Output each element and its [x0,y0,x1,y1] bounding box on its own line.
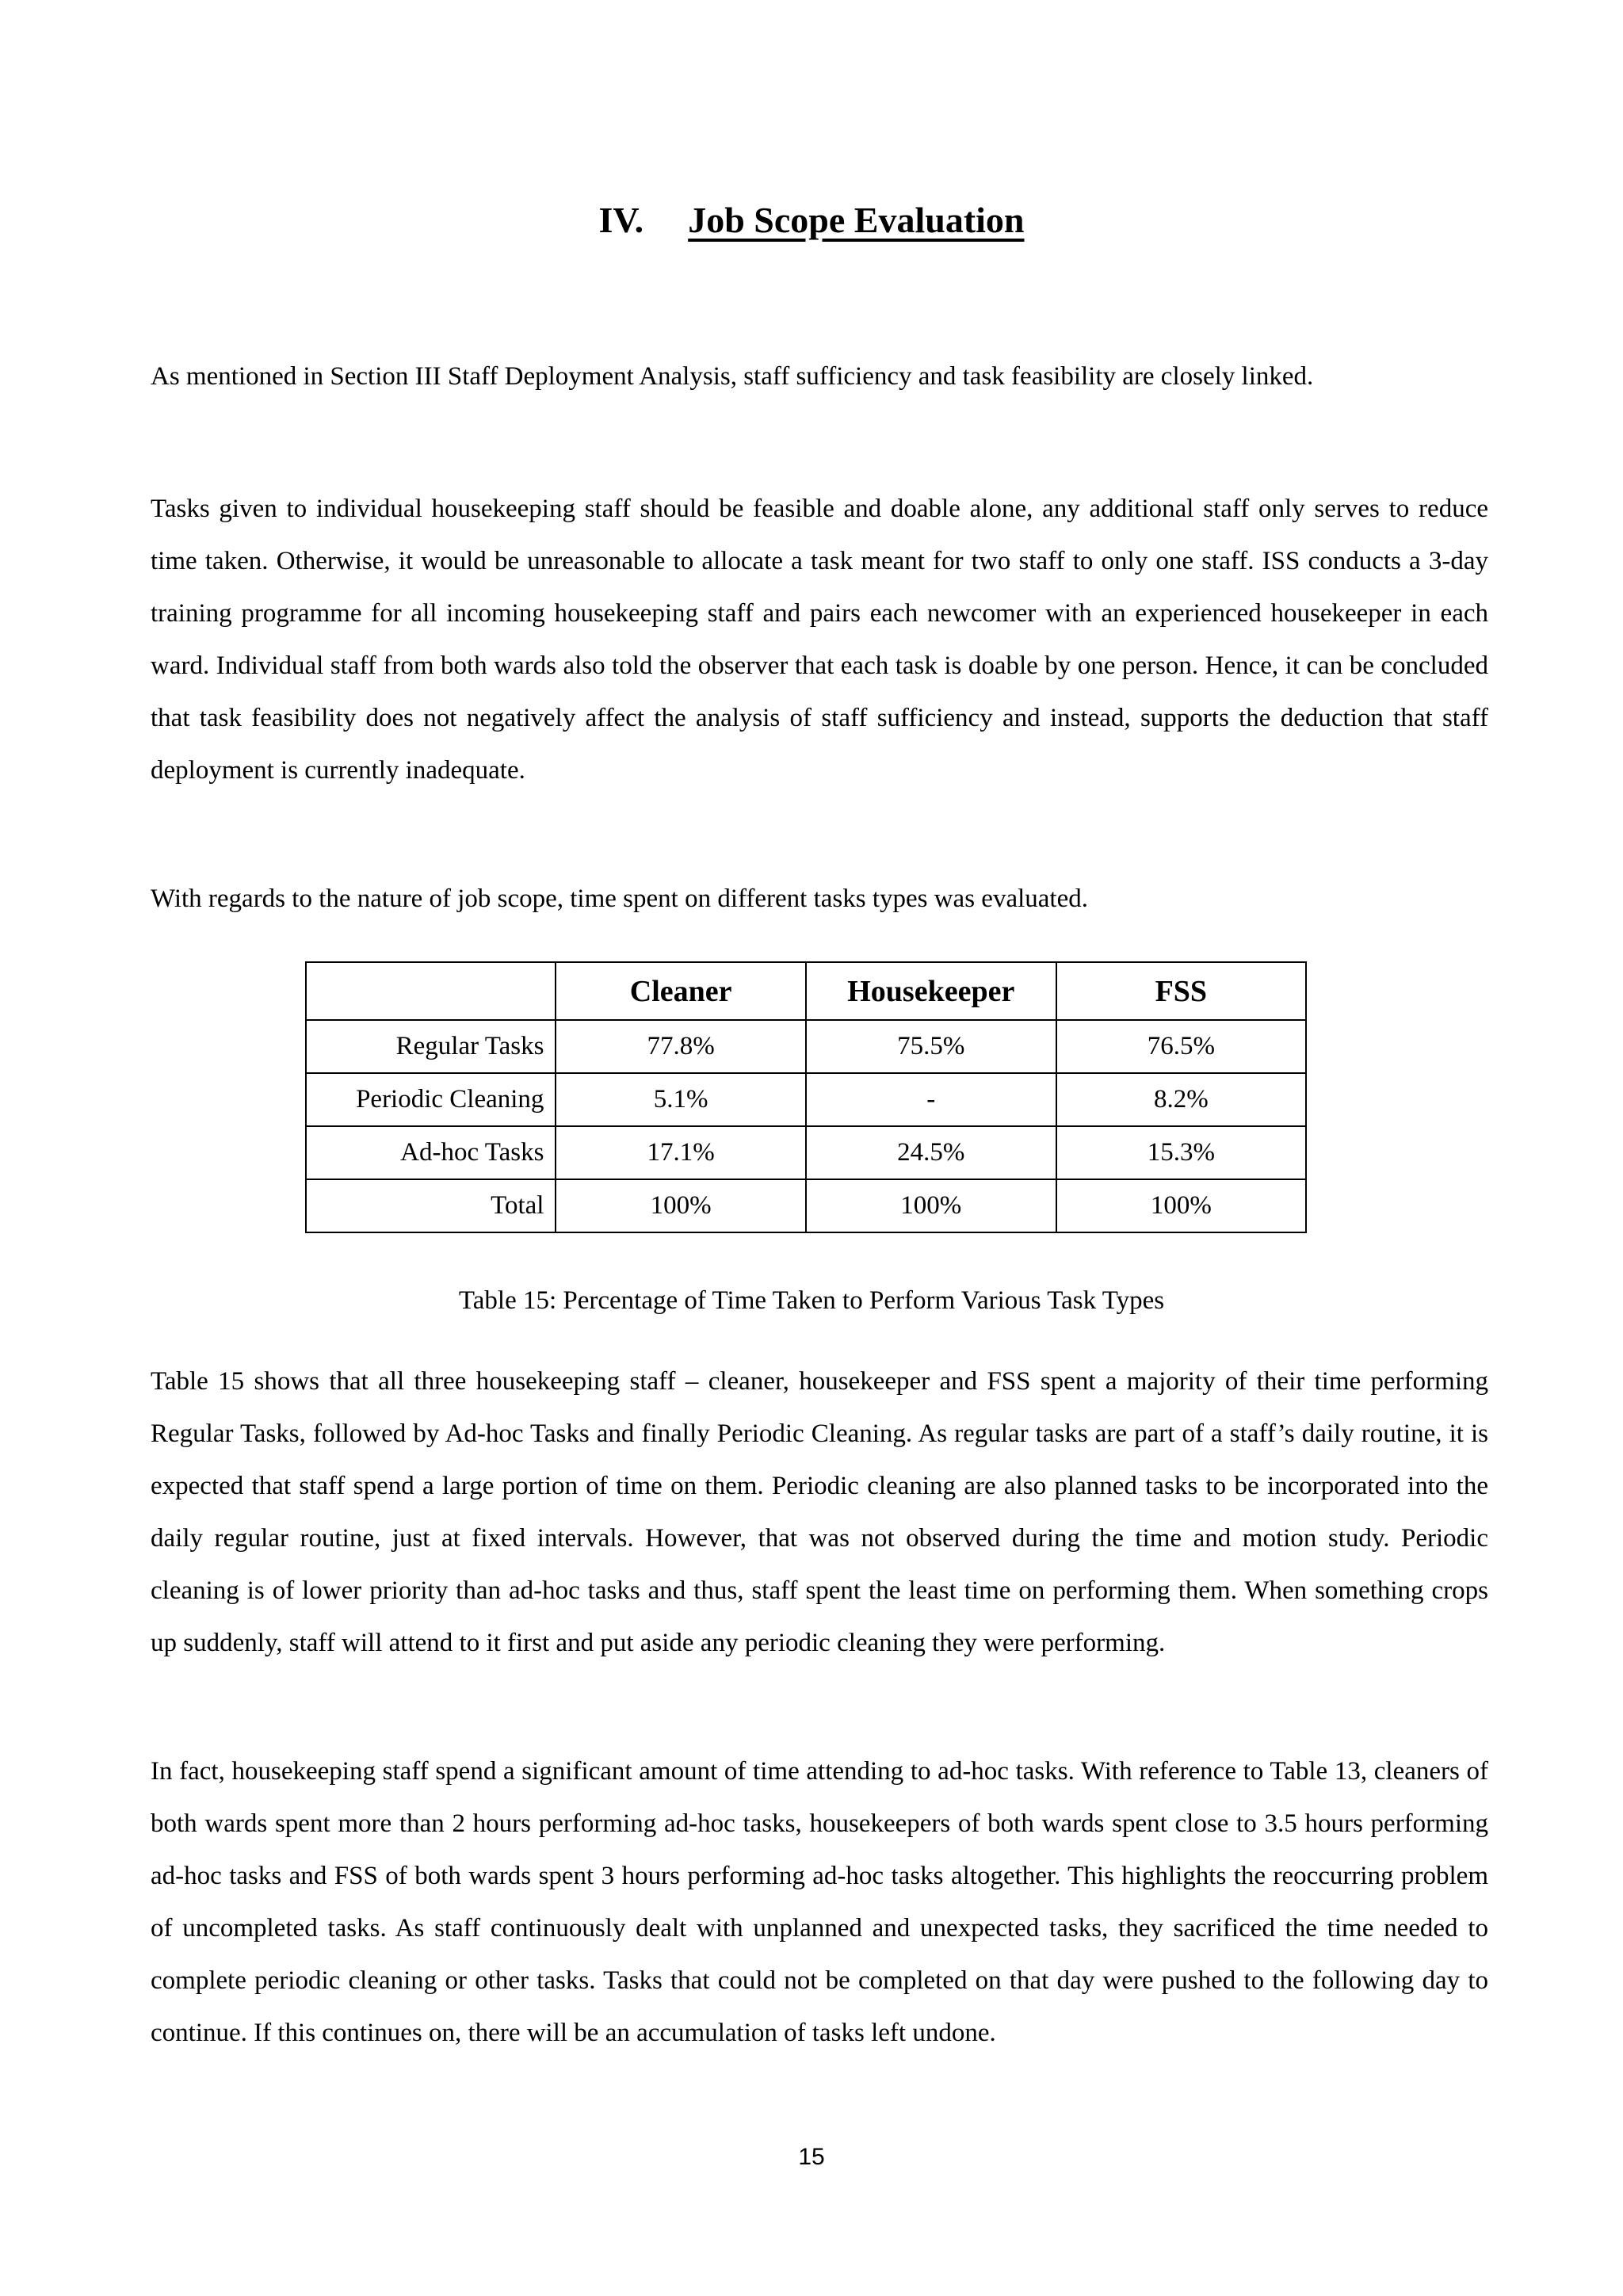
table-header-cell [306,962,556,1020]
table-caption: Table 15: Percentage of Time Taken to Perform Various Task Types [458,1286,1165,1315]
table-cell: - [806,1073,1056,1126]
paragraph-table-analysis: Table 15 shows that all three housekeeping staff – cleaner, housekeeper and FSS spent a majority of their time performing Regular Tasks, followed by Ad-hoc Tasks and finally Periodic Cleaning. As regular tasks are part of a staff’s daily routine, it is expected that staff spend a large portion of time on them. Periodic cleaning are also planned tasks to be incorporated into the daily regular routine, just at fixed intervals. However, that was not observed during the time and motion study. Periodic cleaning is of lower priority than ad-hoc tasks and thus, staff spent the least time on performing them. When something crops up suddenly, staff will attend to it first and put aside any periodic cleaning they were performing. [151,1367,1488,1657]
table-row [306,1126,1306,1179]
paragraph-intro: As mentioned in Section III Staff Deployment Analysis, staff sufficiency and task feasibility are closely linked. [151,362,1314,391]
table-cell: 15.3% [1056,1126,1306,1179]
paragraph-job-scope: With regards to the nature of job scope, time spent on different tasks types was evaluated. [151,884,1088,913]
table-cell: 24.5% [806,1126,1056,1179]
table-cell: 100% [556,1179,805,1232]
table-header-cell: Housekeeper [806,962,1056,1020]
table-cell: 100% [806,1179,1056,1232]
paragraph-adhoc-tasks: In fact, housekeeping staff spend a significant amount of time attending to ad-hoc tasks. With reference to Table 13, cleaners of both wards spent more than 2 hours performing ad-hoc tasks, housekeepers of both wards spent close to 3.5 hours performing ad-hoc tasks and FSS of both wards spent 3 hours performing ad-hoc tasks altogether. This highlights the reoccurring problem of uncompleted tasks. As staff continuously dealt with unplanned and unexpected tasks, they sacrificed the time needed to complete periodic cleaning or other tasks. Tasks that could not be completed on that day were pushed to the following day to continue. If this continues on, there will be an accumulation of tasks left undone. [151,1757,1488,2047]
table-cell: 100% [1056,1179,1306,1232]
table-row-label: Ad-hoc Tasks [306,1126,556,1179]
section-title: Job Scope Evaluation [688,200,1025,240]
table-cell: 77.8% [556,1020,805,1073]
table-cell: 5.1% [556,1073,805,1126]
table-header-row [306,962,1306,1020]
table-cell: 75.5% [806,1020,1056,1073]
table-header-cell: FSS [1056,962,1306,1020]
section-number: IV. [598,200,644,240]
table-cell: 76.5% [1056,1020,1306,1073]
section-heading [0,195,1623,246]
table-header-cell: Cleaner [556,962,805,1020]
table-cell: 17.1% [556,1126,805,1179]
table-row [306,1179,1306,1232]
task-time-table [305,961,1307,1233]
table-row-label: Periodic Cleaning [306,1073,556,1126]
table-row [306,1020,1306,1073]
page-number: 15 [798,2144,825,2170]
table-row-label: Total [306,1179,556,1232]
table-cell: 8.2% [1056,1073,1306,1126]
paragraph-task-feasibility: Tasks given to individual housekeeping staff should be feasible and doable alone, any additional staff only serves to reduce time taken. Otherwise, it would be unreasonable to allocate a task meant for two staff to only one staff. ISS conducts a 3-day training programme for all incoming housekeeping staff and pairs each newcomer with an experienced housekeeper in each ward. Individual staff from both wards also told the observer that each task is doable by one person. Hence, it can be concluded that task feasibility does not negatively affect the analysis of staff sufficiency and instead, supports the deduction that staff deployment is currently inadequate. [151,495,1488,785]
table-row [306,1073,1306,1126]
table-row-label: Regular Tasks [306,1020,556,1073]
